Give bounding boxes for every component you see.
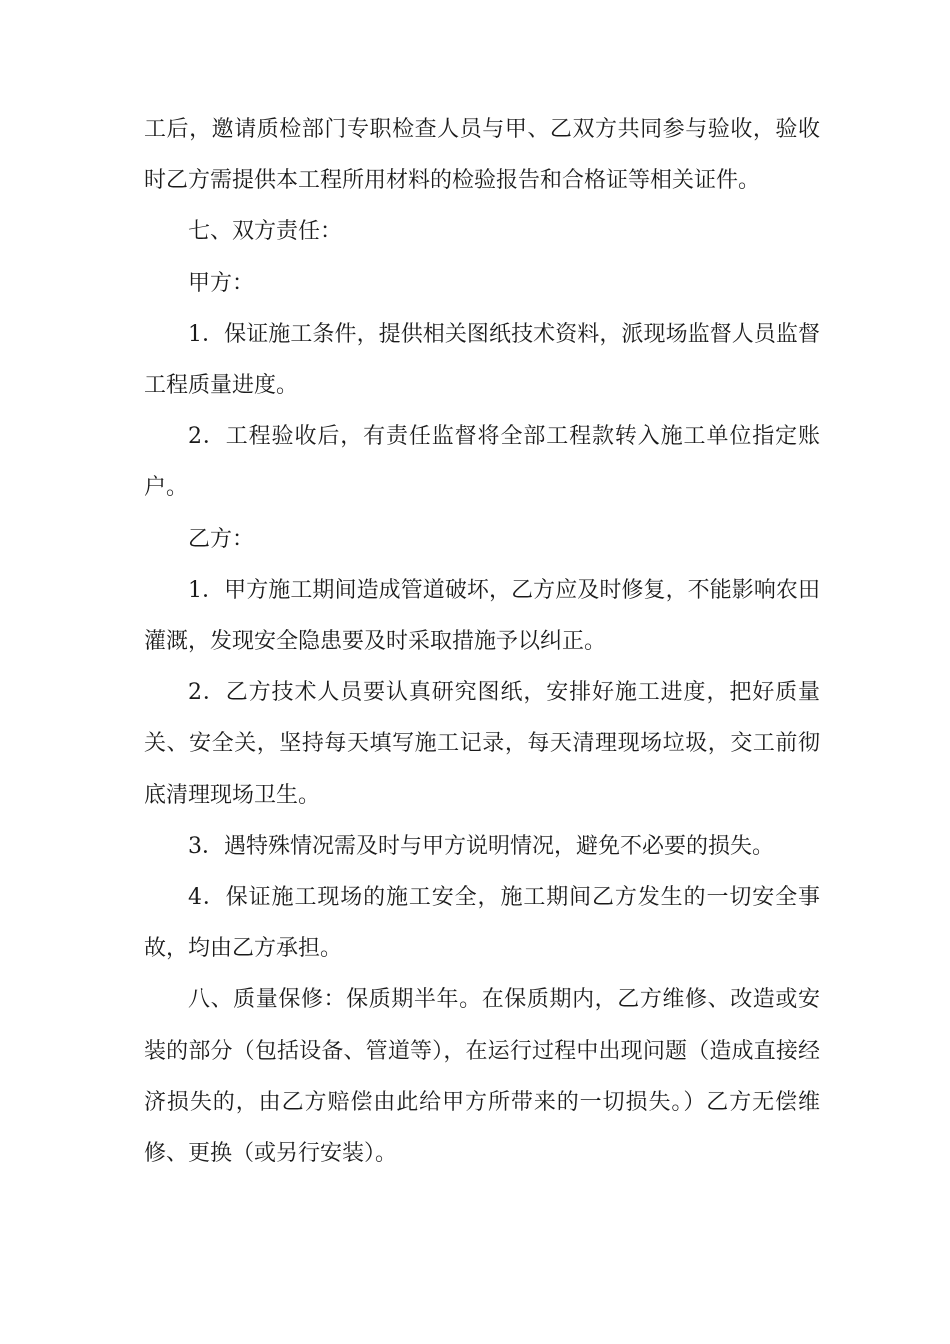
document-body [144,104,820,1179]
party-b-item-3: 3．遇特殊情况需及时与甲方说明情况，避免不必要的损失。 [188,833,774,859]
party-a-heading: 甲方： [188,270,255,296]
section-quality-warranty: 八、质量保修：保质期半年。在保质期内，乙方维修、改造或安装的部分（包括设备、管道等），在运行过程中出现问题（造成直接经济损失的，由乙方赔偿由此给甲方所带来的一切损失。）乙方无偿维修、更换（或另行安装）。 [144,987,820,1167]
party-b-heading: 乙方： [188,526,255,552]
section-heading-responsibilities: 七、双方责任： [188,219,343,245]
party-b-item-2: 2．乙方技术人员要认真研究图纸，安排好施工进度，把好质量关、安全关，坚持每天填写施工记录，每天清理现场垃圾，交工前彻底清理现场卫生。 [144,680,820,808]
party-a-item-1: 1．保证施工条件，提供相关图纸技术资料，派现场监督人员监督工程质量进度。 [144,321,820,399]
paragraph-acceptance-continuation: 工后，邀请质检部门专职检查人员与甲、乙双方共同参与验收，验收时乙方需提供本工程所用材料的检验报告和合格证等相关证件。 [144,117,820,194]
party-b-item-1: 1．甲方施工期间造成管道破坏，乙方应及时修复，不能影响农田灌溉，发现安全隐患要及时采取措施予以纠正。 [144,577,820,655]
party-a-item-2: 2．工程验收后，有责任监督将全部工程款转入施工单位指定账户。 [144,424,820,501]
party-b-item-4: 4．保证施工现场的施工安全，施工期间乙方发生的一切安全事故，均由乙方承担。 [144,885,820,962]
